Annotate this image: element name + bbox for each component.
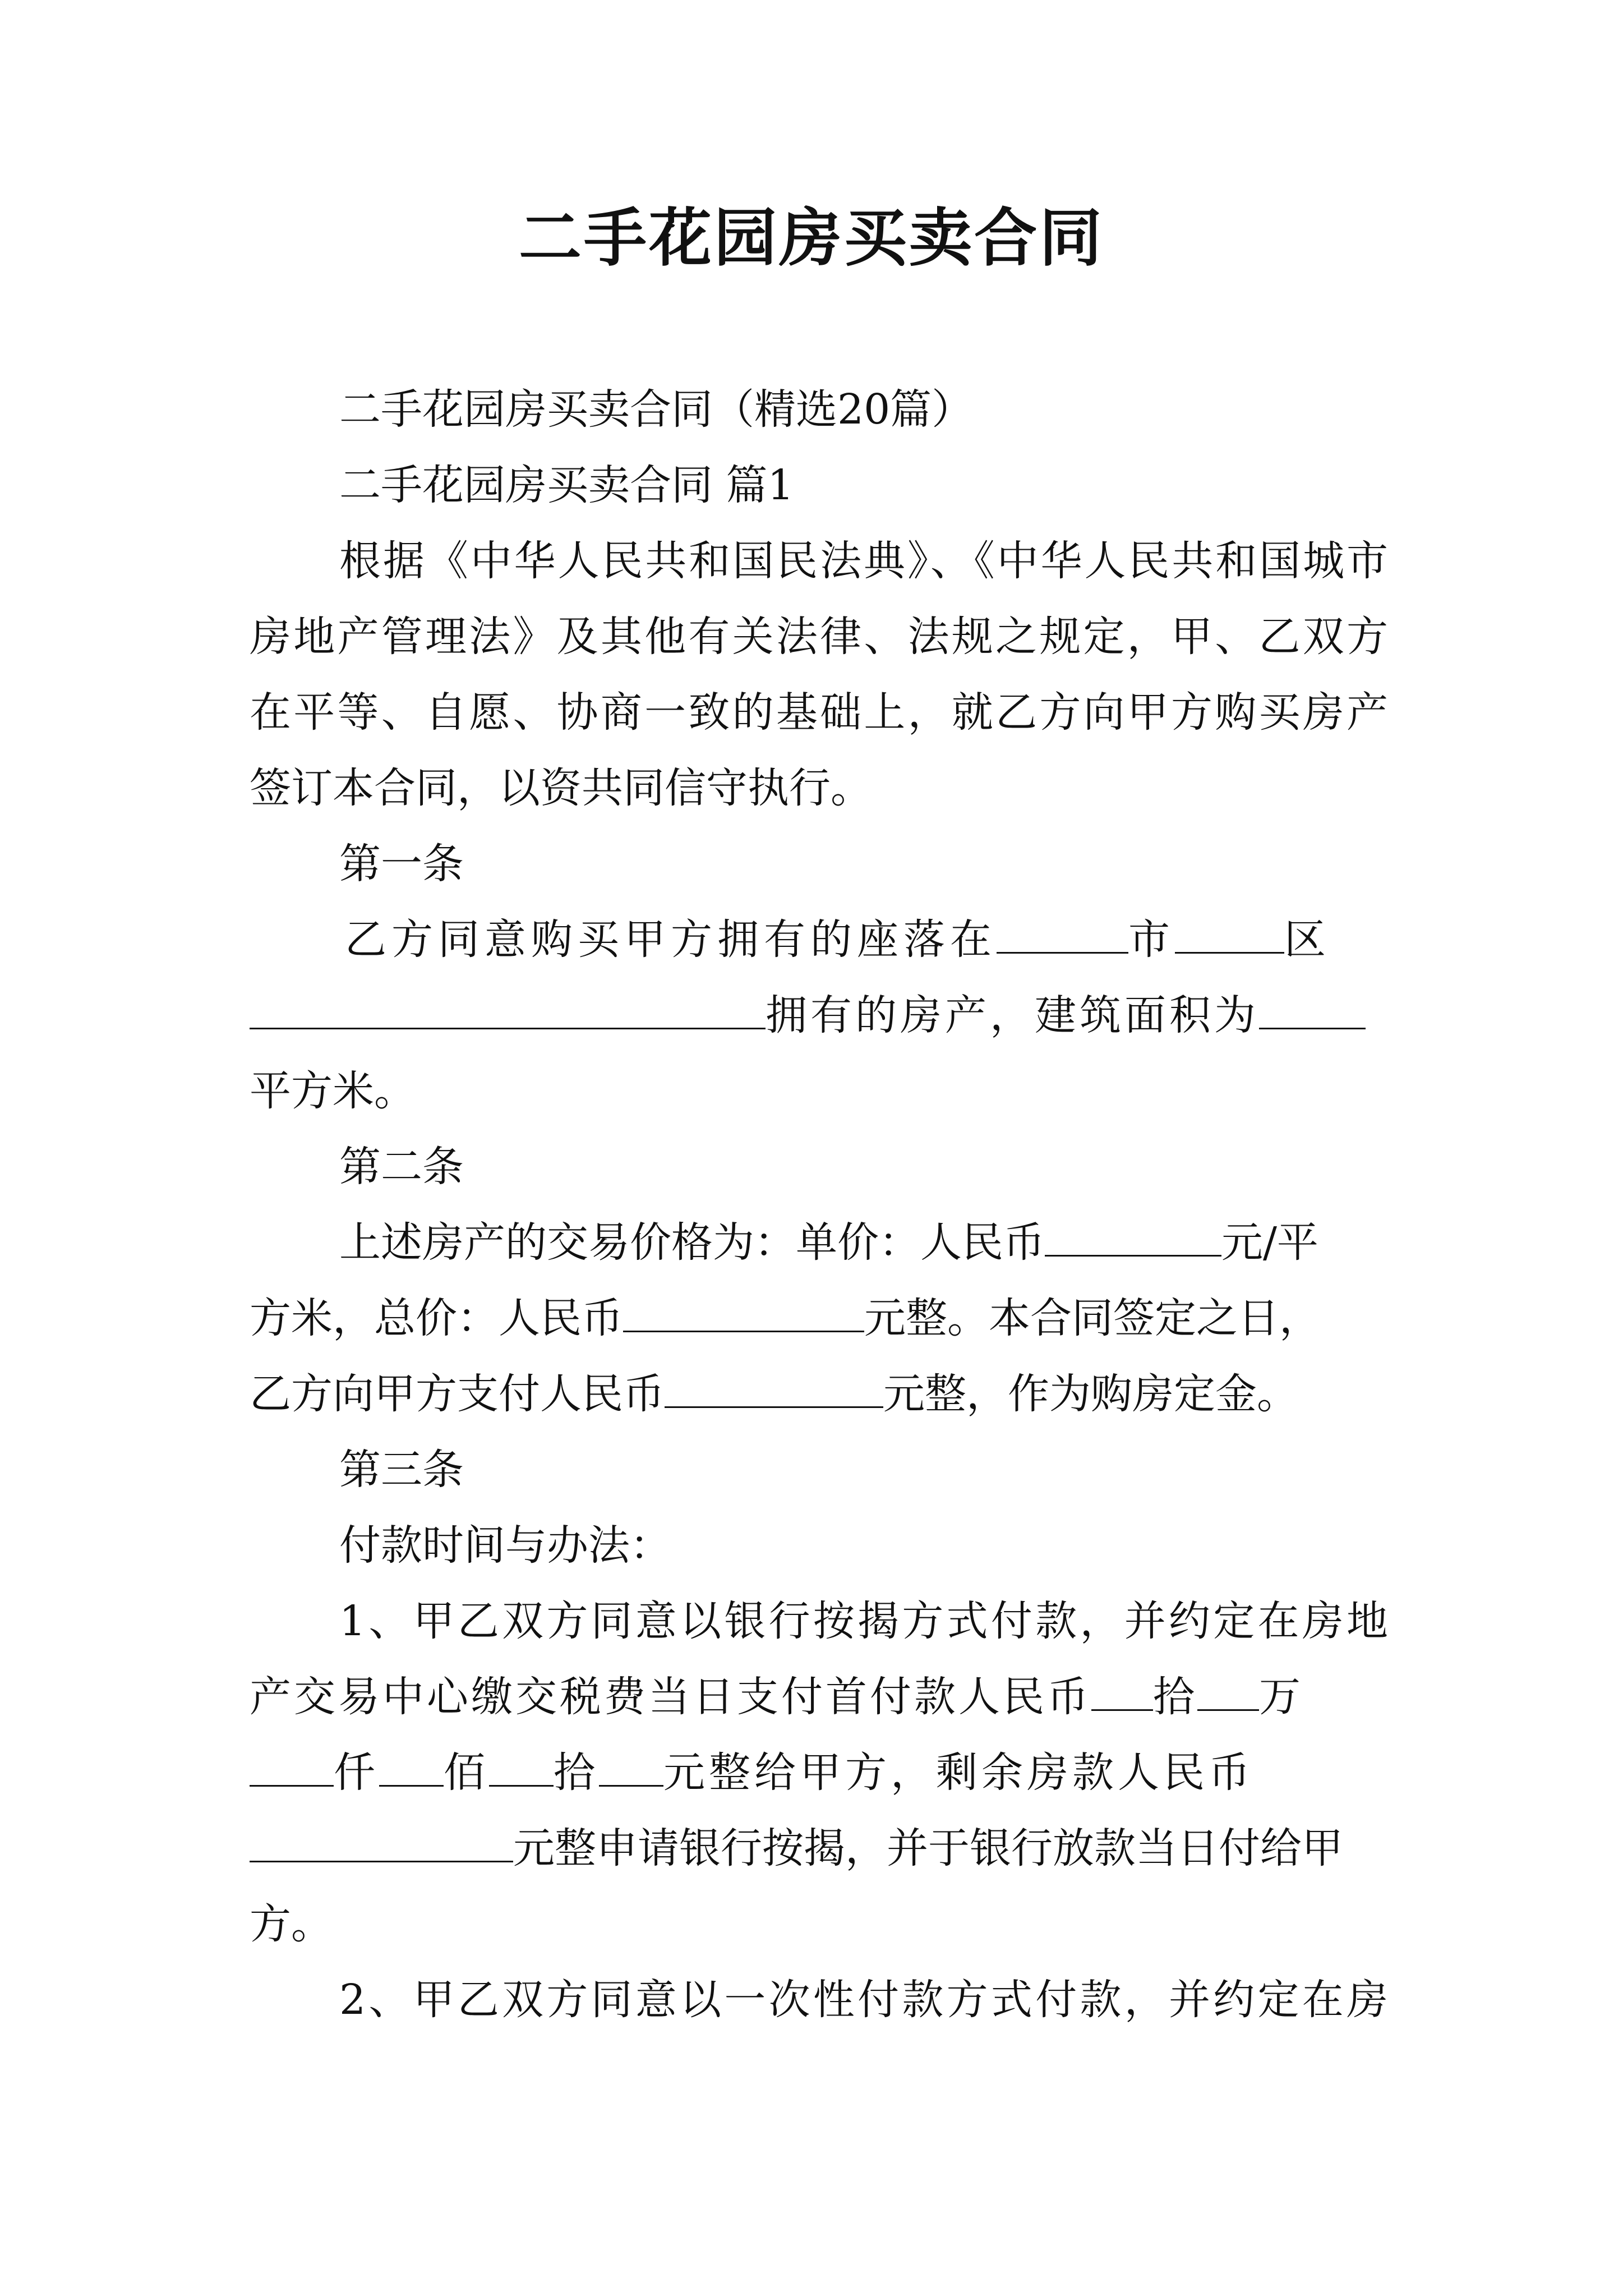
preamble-line-1: 根据《中华人民共和国民法典》、《中华人民共和国城市 xyxy=(339,537,1388,585)
area-blank[interactable] xyxy=(1259,988,1366,1029)
down-payment-thousand-blank[interactable] xyxy=(250,1746,334,1787)
item-1-text-a: 产交易中心缴交税费当日支付首付款人民币 xyxy=(250,1673,1091,1721)
article-1-heading: 第一条 xyxy=(339,840,464,888)
article-3-item-1-line-4 xyxy=(250,1818,1388,1879)
article-2-text-e: 乙方向甲方支付人民币 xyxy=(250,1370,665,1418)
district-blank[interactable] xyxy=(1175,913,1284,954)
article-2-line-3 xyxy=(250,1363,1388,1425)
item-1-text-d: 仟 xyxy=(334,1749,379,1797)
down-payment-ten-thousand-blank[interactable] xyxy=(1197,1670,1259,1711)
item-1-text-h: 元整申请银行按揭，并于银行放款当日付给甲 xyxy=(513,1824,1343,1872)
article-2-text-f: 元整，作为购房定金。 xyxy=(883,1370,1298,1418)
mortgage-amount-blank[interactable] xyxy=(250,1821,513,1862)
article-1-line-3: 平方米。 xyxy=(250,1067,416,1115)
article-1-text-c: 区 xyxy=(1284,915,1331,964)
article-3-item-1-line-1: 1、甲乙双方同意以银行按揭方式付款，并约定在房地 xyxy=(339,1597,1388,1645)
total-price-blank[interactable] xyxy=(623,1291,864,1332)
deposit-blank[interactable] xyxy=(665,1367,883,1408)
down-payment-unit-blank[interactable] xyxy=(599,1746,663,1787)
article-2-line-2 xyxy=(250,1287,1388,1349)
article-1-line-2 xyxy=(250,984,1388,1046)
article-3-item-1-line-5: 方。 xyxy=(250,1900,333,1948)
part-heading: 二手花园房买卖合同 篇1 xyxy=(339,461,794,509)
article-1-line-1 xyxy=(345,909,1388,970)
article-3-item-1-line-2 xyxy=(250,1666,1388,1728)
article-2-line-1 xyxy=(339,1212,1388,1273)
article-2-text-a: 上述房产的交易价格为：单价：人民币 xyxy=(339,1218,1045,1267)
article-1-text-a: 乙方同意购买甲方拥有的座落在 xyxy=(345,915,997,964)
article-2-heading: 第二条 xyxy=(339,1143,464,1191)
item-1-text-e: 佰 xyxy=(444,1749,489,1797)
document-subtitle: 二手花园房买卖合同（精选20篇） xyxy=(339,385,974,434)
down-payment-hundred-thousand-blank[interactable] xyxy=(1091,1670,1153,1711)
article-2-text-c: 方米，总价：人民币 xyxy=(250,1294,623,1342)
preamble-line-4: 签订本合同，以资共同信守执行。 xyxy=(250,764,872,812)
city-blank[interactable] xyxy=(997,913,1128,954)
preamble-line-2: 房地产管理法》及其他有关法律、法规之规定，甲、乙双方 xyxy=(250,613,1388,661)
document-title: 二手花园房买卖合同 xyxy=(519,201,1104,275)
article-2-text-d: 元整。本合同签定之日， xyxy=(864,1294,1321,1342)
article-3-heading: 第三条 xyxy=(339,1446,464,1494)
article-1-text-b: 市 xyxy=(1128,915,1175,964)
item-1-text-g: 元整给甲方，剩余房款人民币 xyxy=(663,1749,1254,1797)
article-1-text-d: 拥有的房产，建筑面积为 xyxy=(766,991,1259,1039)
down-payment-hundred-blank[interactable] xyxy=(379,1746,444,1787)
article-3-item-2-line-1: 2、甲乙双方同意以一次性付款方式付款，并约定在房 xyxy=(339,1976,1388,2024)
article-2-text-b: 元/平 xyxy=(1221,1218,1318,1267)
down-payment-ten-blank[interactable] xyxy=(489,1746,554,1787)
unit-price-blank[interactable] xyxy=(1045,1216,1221,1257)
article-3-intro: 付款时间与办法： xyxy=(339,1521,671,1570)
preamble-line-3: 在平等、自愿、协商一致的基础上，就乙方向甲方购买房产 xyxy=(250,688,1388,737)
item-1-text-c: 万 xyxy=(1259,1673,1303,1721)
item-1-text-f: 拾 xyxy=(554,1749,599,1797)
article-3-item-1-line-3 xyxy=(250,1742,1388,1803)
item-1-text-b: 拾 xyxy=(1153,1673,1197,1721)
property-location-blank[interactable] xyxy=(250,988,766,1029)
